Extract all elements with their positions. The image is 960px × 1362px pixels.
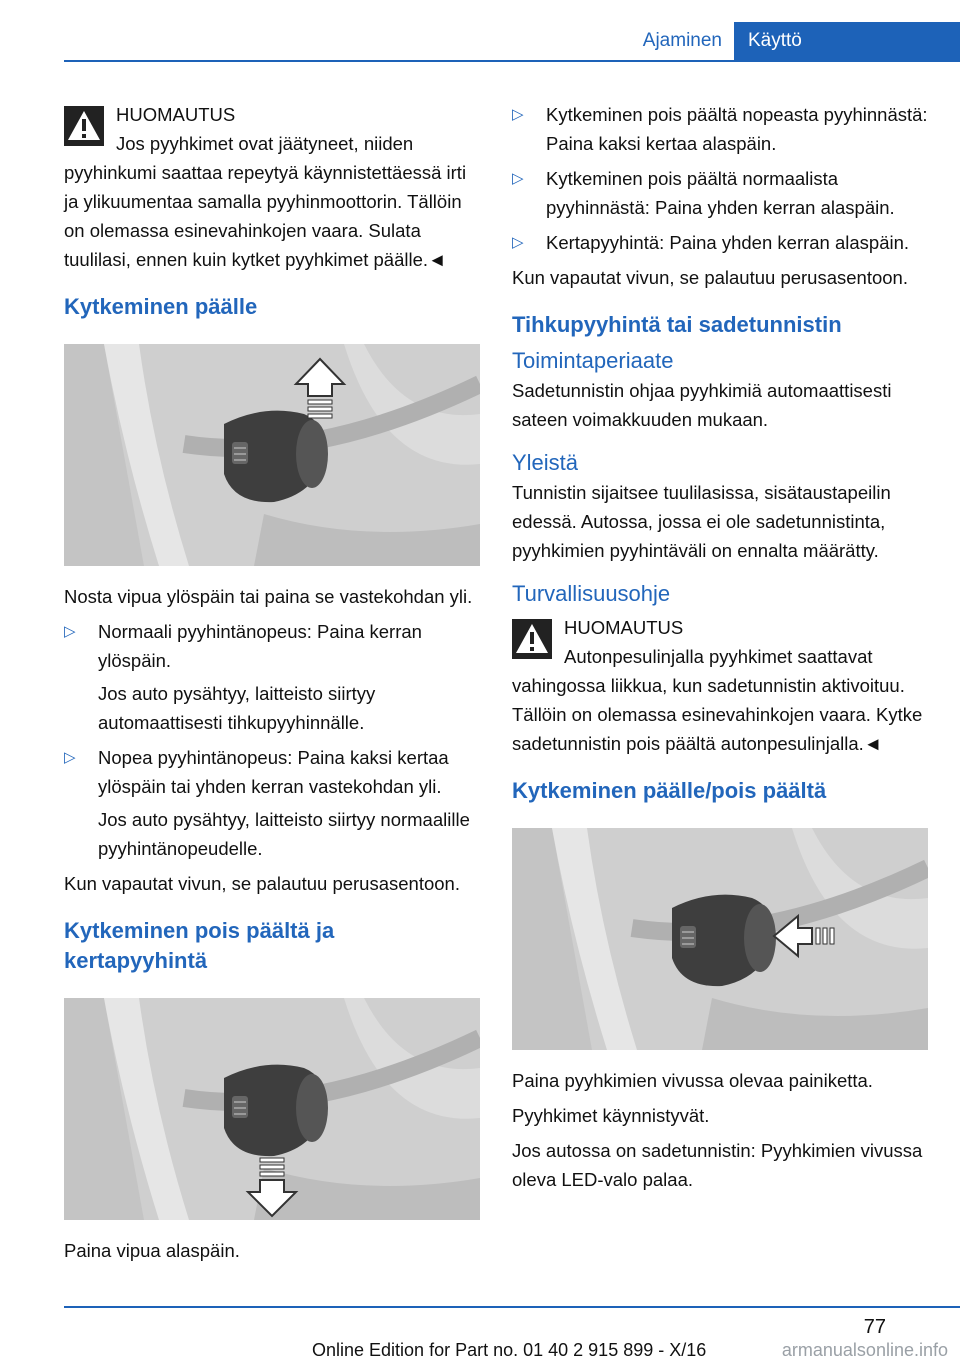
list-item [512, 164, 930, 222]
text-press-down: Paina vipua alaspäin. [64, 1240, 240, 1261]
text-general: Tunnistin sijaitsee tuulilasissa, sisätaustapeilin edessä. Autossa, jossa ei ole sadetunnistinta, pyyhkimien pyyhintäväli on ennalta määrätty. [512, 482, 891, 561]
warning-title: HUOMAUTUS [564, 617, 684, 638]
speed-list [64, 617, 482, 863]
list-item-text: Kertapyyhintä: Paina yhden kerran alaspäin. [546, 232, 910, 253]
triangle-bullet-icon: ▷ [64, 749, 76, 766]
list-item-text: Normaali pyyhintänopeus: Paina kerran ylöspäin. [98, 621, 422, 671]
list-item-text: Kytkeminen pois päältä nopeasta pyyhinnästä: Paina kaksi kertaa alaspäin. [546, 104, 928, 154]
text-press-button: Paina pyyhkimien vivussa olevaa painiketta. [512, 1070, 873, 1091]
text-wipers-start: Pyyhkimet käynnistyvät. [512, 1105, 710, 1126]
warning-box [64, 100, 482, 274]
list-item-text: Nopea pyyhintänopeus: Paina kaksi kertaa ylöspäin tai yhden kerran vastekohdan yli. [98, 747, 449, 797]
text-release: Kun vapautat vivun, se palautuu perusasentoon. [64, 873, 460, 894]
triangle-bullet-icon: ▷ [512, 106, 524, 123]
text-led: Jos autossa on sadetunnistin: Pyyhkimien vivussa oleva LED-valo palaa. [512, 1140, 923, 1190]
warning-triangle-icon [64, 106, 104, 146]
off-list [512, 100, 930, 257]
page-number: 77 [863, 1316, 886, 1338]
warning-text: Jos pyyhkimet ovat jäätyneet, niiden pyyhinkumi saattaa repeytyä käynnistettäessä irti ja ylikuumentaa samalla pyyhinmoottorin. Tällöin on olemassa esinevahinkojen vaara. Sulata tuulilasi, ennen kuin kytket pyyhkimet päälle.◄ [64, 133, 467, 270]
triangle-bullet-icon: ▷ [64, 623, 76, 640]
subheading-general: Yleistä [512, 450, 579, 475]
warning-box [512, 613, 930, 758]
list-item-subtext: Jos auto pysähtyy, laitteisto siirtyy automaattisesti tihkupyyhinnälle. [98, 683, 376, 733]
warning-title: HUOMAUTUS [116, 104, 236, 125]
footer-rule [64, 1306, 960, 1308]
header-section: Ajaminen [642, 30, 722, 51]
watermark: armanualsonline.info [781, 1340, 948, 1360]
left-column [64, 100, 482, 1271]
list-item [512, 228, 930, 257]
header-rule [64, 60, 960, 62]
heading-toggle: Kytkeminen päälle/pois päältä [512, 778, 827, 803]
text-release: Kun vapautat vivun, se palautuu perusasentoon. [512, 267, 908, 288]
figure-lever-up [64, 344, 480, 566]
subheading-safety: Turvallisuusohje [512, 581, 671, 606]
triangle-bullet-icon: ▷ [512, 234, 524, 251]
heading-switch-off: Kytkeminen pois päältä ja kertapyyhintä [64, 918, 335, 973]
subheading-principle: Toimintaperiaate [512, 348, 674, 373]
header-tab: Käyttö [734, 22, 960, 62]
list-item [64, 617, 482, 737]
triangle-bullet-icon: ▷ [512, 170, 524, 187]
figure-lever-down [64, 998, 480, 1220]
edition-text: Online Edition for Part no. 01 40 2 915 899 - X/16 [312, 1340, 707, 1360]
page-header [0, 22, 960, 62]
warning-text: Autonpesulinjalla pyyhkimet saattavat vahingossa liikkua, kun sadetunnistin aktivoituu. Tällöin on olemassa esinevahinkojen vaara. Kytke sadetunnistin pois päältä autonpesulinjalla.◄ [512, 646, 923, 754]
list-item-text: Kytkeminen pois päältä normaalista pyyhinnästä: Paina yhden kerran alaspäin. [546, 168, 895, 218]
right-column [512, 100, 930, 1200]
page-footer [64, 1306, 960, 1362]
list-item-subtext: Jos auto pysähtyy, laitteisto siirtyy normaalille pyyhintänopeudelle. [98, 809, 470, 859]
list-item [512, 100, 930, 158]
list-item [64, 743, 482, 863]
text-lift-lever: Nosta vipua ylöspäin tai paina se vastekohdan yli. [64, 586, 473, 607]
heading-rain-sensor: Tihkupyyhintä tai sadetunnistin [512, 312, 842, 337]
figure-lever-button [512, 828, 928, 1050]
text-principle: Sadetunnistin ohjaa pyyhkimiä automaattisesti sateen voimakkuuden mukaan. [512, 380, 892, 430]
heading-switch-on: Kytkeminen päälle [64, 294, 258, 319]
warning-triangle-icon [512, 619, 552, 659]
